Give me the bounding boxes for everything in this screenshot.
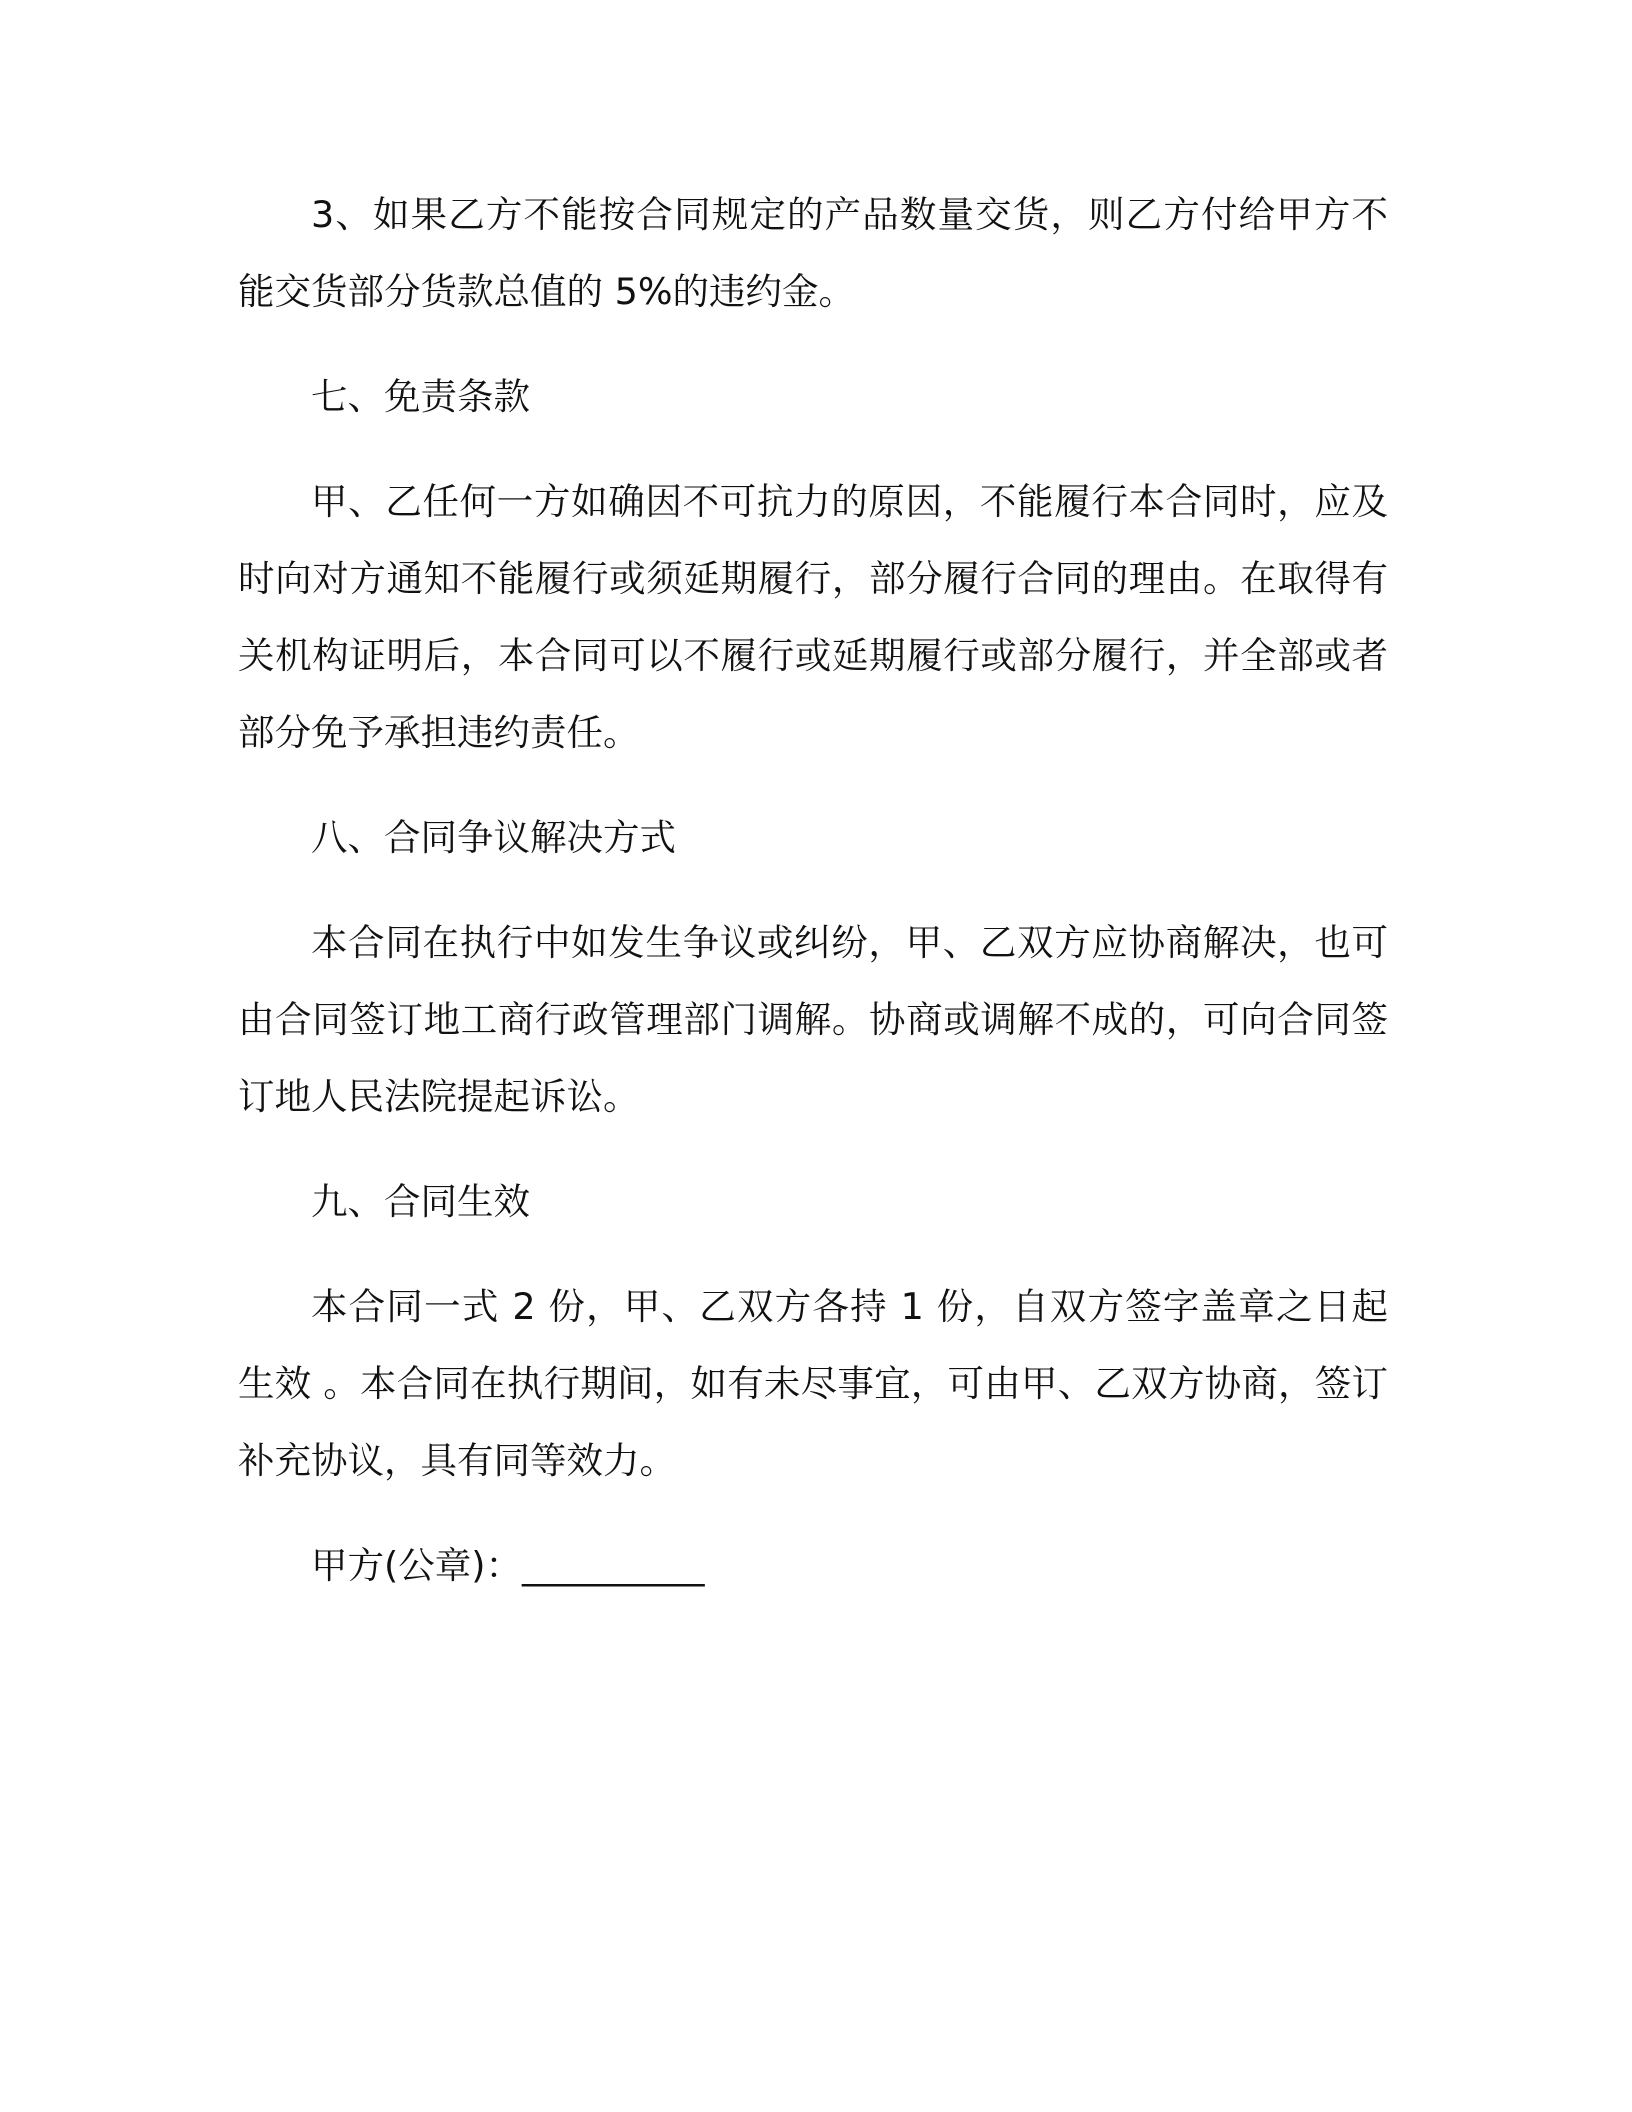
signature-blank: __________ <box>521 1544 705 1587</box>
party-a-label: 甲方(公章)： <box>311 1544 522 1587</box>
clause-6-3: 3、如果乙方不能按合同规定的产品数量交货，则乙方付给甲方不能交货部分货款总值的 5%的违约金。 <box>238 193 1388 313</box>
section-7-heading: 七、免责条款 <box>311 375 530 418</box>
section-7-body: 甲、乙任何一方如确因不可抗力的原因，不能履行本合同时，应及时向对方通知不能履行或须延期履行，部分履行合同的理由。在取得有关机构证明后，本合同可以不履行或延期履行或部分履行，并全部或者部分免予承担违约责任。 <box>238 480 1388 754</box>
party-a-signature-line <box>238 1527 1388 1604</box>
section-8-body: 本合同在执行中如发生争议或纠纷，甲、乙双方应协商解决，也可由合同签订地工商行政管理部门调解。协商或调解不成的，可向合同签订地人民法院提起诉讼。 <box>238 921 1388 1118</box>
document-body <box>238 176 1388 1604</box>
section-8-heading: 八、合同争议解决方式 <box>311 816 676 859</box>
section-9-heading: 九、合同生效 <box>311 1180 530 1223</box>
section-9-body: 本合同一式 2 份，甲、乙双方各持 1 份，自双方签字盖章之日起生效 。本合同在执行期间，如有未尽事宜，可由甲、乙双方协商，签订补充协议，具有同等效力。 <box>238 1285 1388 1482</box>
